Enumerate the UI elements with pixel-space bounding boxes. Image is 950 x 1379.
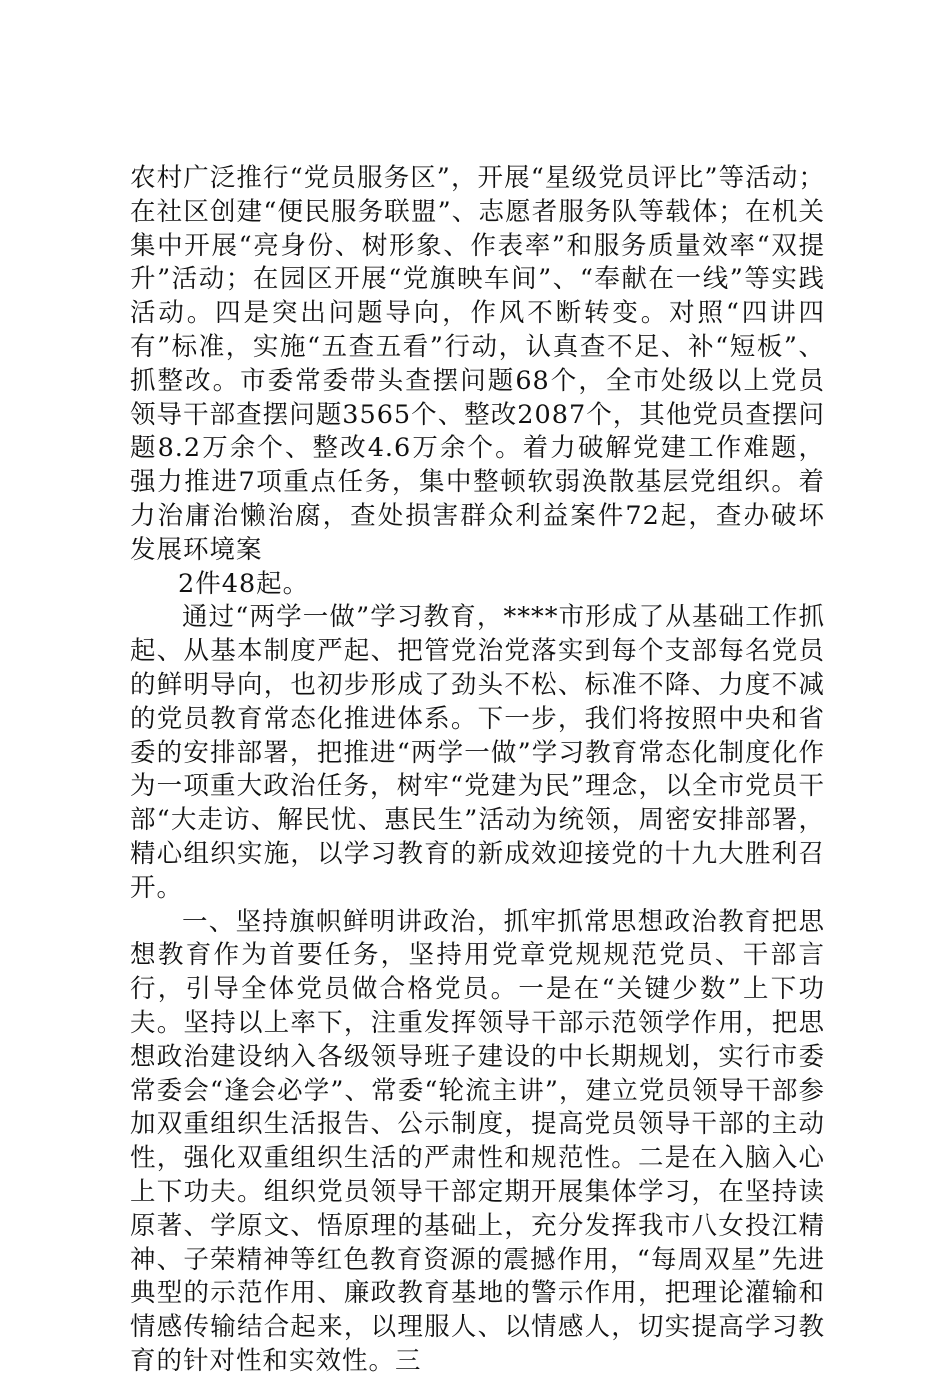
paragraph-continuation: 农村广泛推行“党员服务区”，开展“星级党员评比”等活动；在社区创建“便民服务联盟”、志愿者服务队等载体；在机关集中开展“亮身份、树形象、作表率”和服务质量效率“双提升”活动；在园区开展“党旗映车间”、“奉献在一线”等实践活动。四是突出问题导向，作风不断转变。对照“四讲四有”标准，实施“五查五看”行动，认真查不足、补“短板”、抓整改。市委常委带头查摆问题68个，全市处级以上党员领导干部查摆问题3565个、整改2087个，其他党员查摆问题8.2万余个、整改4.6万余个。着力破解党建工作难题，强力推进7项重点任务，集中整顿软弱涣散基层党组织。着力治庸治懒治腐，查处损害群众利益案件72起，查办破坏发展环境案 [130, 163, 825, 565]
document-body [130, 162, 825, 1379]
paragraph-summary: 通过“两学一做”学习教育，****市形成了从基础工作抓起、从基本制度严起、把管党治党落实到每个支部每名党员的鲜明导向，也初步形成了劲头不松、标准不降、力度不减的党员教育常态化推进体系。下一步，我们将按照中央和省委的安排部署，把推进“两学一做”学习教育常态化制度化作为一项重大政治任务，树牢“党建为民”理念，以全市党员干部“大走访、解民忧、惠民生”活动为统领，周密安排部署，精心组织实施，以学习教育的新成效迎接党的十九大胜利召开。 [130, 602, 825, 903]
paragraph-fragment: 2件48起。 [178, 568, 310, 599]
paragraph-section-one: 一、坚持旗帜鲜明讲政治，抓牢抓常思想政治教育把思想教育作为首要任务，坚持用党章党规规范党员、干部言行，引导全体党员做合格党员。一是在“关键少数”上下功夫。坚持以上率下，注重发挥领导干部示范领学作用，把思想政治建设纳入各级领导班子建设的中长期规划，实行市委常委会“逢会必学”、常委“轮流主讲”，建立党员领导干部参加双重组织生活报告、公示制度，提高党员领导干部的主动性，强化双重组织生活的严肃性和规范性。二是在入脑入心上下功夫。组织党员领导干部定期开展集体学习，在坚持读原著、学原文、悟原理的基础上，充分发挥我市八女投江精神、子荣精神等红色教育资源的震撼作用，“每周双星”先进典型的示范作用、廉政教育基地的警示作用，把理论灌输和情感传输结合起来，以理服人、以情感人，切实提高学习教育的针对性和实效性。三 [130, 906, 825, 1376]
